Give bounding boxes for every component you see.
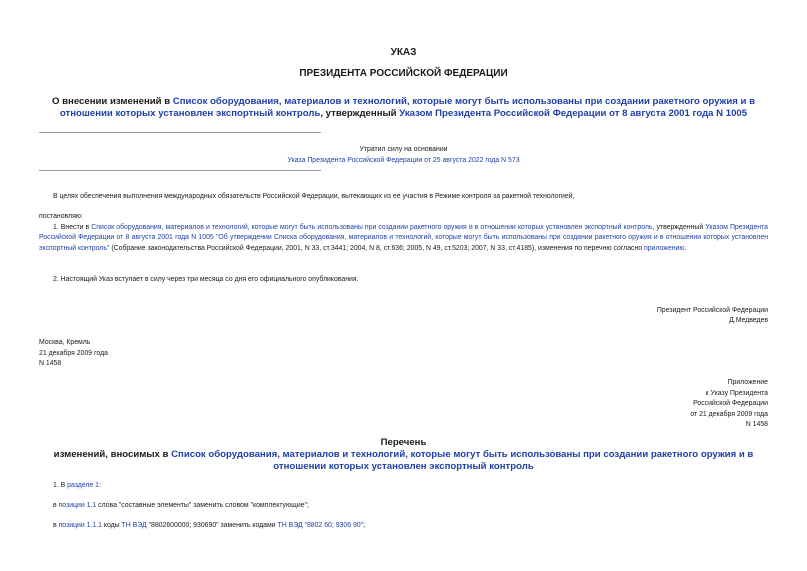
place-date-block: [39, 338, 108, 370]
repeal-decree-link[interactable]: Указа Президента Российской Федерации от 25 августа 2022 года N 573: [287, 156, 520, 164]
tn-ved-codes-link[interactable]: "8802 60; 9306 90": [304, 522, 364, 529]
appendix-line-2: к Указу Президента: [705, 389, 768, 397]
signature-name: Д.Медведев: [729, 317, 768, 325]
tn-ved-link-2[interactable]: ТН ВЭД: [277, 522, 303, 529]
appendix-line-1: Приложение: [727, 379, 768, 386]
appendix-line-3: Российской Федерации: [693, 400, 768, 407]
place-date: 21 декабря 2009 года: [39, 349, 108, 357]
c1-text-b: слова "составные элементы" заменить словом "комплектующие";: [96, 502, 309, 509]
list-heading: Перечень: [380, 437, 427, 448]
title-prefix: О внесении изменений в: [52, 96, 173, 107]
section-1-link[interactable]: разделе 1: [67, 482, 99, 489]
position-1-1-link[interactable]: позиции 1.1: [58, 502, 97, 509]
signature-position: Президент Российской Федерации: [656, 307, 768, 314]
appendix-line-4: от 21 декабря 2009 года: [690, 410, 768, 418]
place-number: N 1458: [39, 360, 62, 367]
divider-bottom: [39, 170, 321, 171]
p1-text-a: 1. Внести в: [53, 224, 92, 231]
item1-text-a: 1. В: [53, 482, 68, 489]
list-link[interactable]: Список оборудования, материалов и технологий, которые могут быть использованы при создании ракетного оружия и в отношении которых установлен экспортный контроль: [59, 96, 755, 119]
list-title-prefix: изменений, вносимых в: [53, 449, 172, 460]
p1-appendix-link[interactable]: приложению: [644, 244, 685, 252]
position-1-1-1-link[interactable]: позиции 1.1.1: [58, 522, 102, 529]
change-1-1-1: [53, 521, 365, 531]
list-title: [40, 449, 767, 473]
c1-text-a: в: [53, 502, 59, 509]
place-city: Москва, Кремль: [39, 339, 91, 346]
divider-top: [39, 132, 321, 133]
appendix-line-5: N 1458: [745, 421, 768, 428]
decree-word: постановляю:: [39, 213, 83, 220]
c2-text-e: ;: [363, 522, 365, 529]
title-mid: , утвержденный: [320, 108, 400, 119]
item1-text-b: :: [99, 482, 101, 489]
signature-block: [657, 306, 768, 327]
repeal-notice: [39, 145, 768, 166]
decree-title: [40, 96, 767, 120]
c2-text-a: в: [53, 522, 59, 529]
p1-text-c: (Собрание законодательства Российской Федерации, 2001, N 33, ст.3441; 2004, N 8, ст.636; 2005, N 49, ст.5203; 2007, N 33, ст.4185), изменения по перечню согласно: [109, 244, 645, 252]
c2-text-c: "8802600000; 930690" заменить кодами: [146, 522, 278, 529]
change-item-1: [53, 481, 101, 491]
issuer-heading: ПРЕЗИДЕНТА РОССИЙСКОЙ ФЕДЕРАЦИИ: [299, 68, 508, 79]
p1-list-link[interactable]: Список оборудования, материалов и технологий, которые могут быть использованы при создании ракетного оружия и в отношении которых установлен экспортный контроль: [91, 224, 653, 231]
decree-link[interactable]: Указом Президента Российской Федерации от 8 августа 2001 года N 1005: [399, 108, 748, 119]
preamble: В целях обеспечения выполнения международных обязательств Российской Федерации, вытекающих из ее участия в Режиме контроля за ракетной технологией,: [53, 193, 575, 200]
p1-text-b: , утвержденный: [652, 224, 706, 231]
paragraph-2: 2. Настоящий Указ вступает в силу через три месяца со дня его официального опубликования.: [53, 276, 359, 283]
tn-ved-link-1[interactable]: ТН ВЭД: [121, 522, 147, 529]
c2-text-b: коды: [101, 522, 122, 529]
paragraph-1: [39, 223, 768, 254]
p1-text-d: .: [684, 244, 687, 252]
p1-decree-link[interactable]: Указом Президента Российской Федерации от 8 августа 2001 года N 1005 "Об утверждении Списка оборудования, материалов и технологий, которые могут быть использованы при создании ракетного оружия и в отношении которых установлен экспортный контроль": [39, 224, 769, 252]
decree-heading: УКАЗ: [390, 47, 417, 58]
change-1-1: [53, 501, 309, 511]
repeal-notice-text: Утратил силу на основании: [359, 146, 448, 153]
appendix-block: [690, 378, 768, 431]
list-title-link[interactable]: Список оборудования, материалов и технологий, которые могут быть использованы при создании ракетного оружия и в отношении которых установлен экспортный контроль: [171, 449, 754, 472]
